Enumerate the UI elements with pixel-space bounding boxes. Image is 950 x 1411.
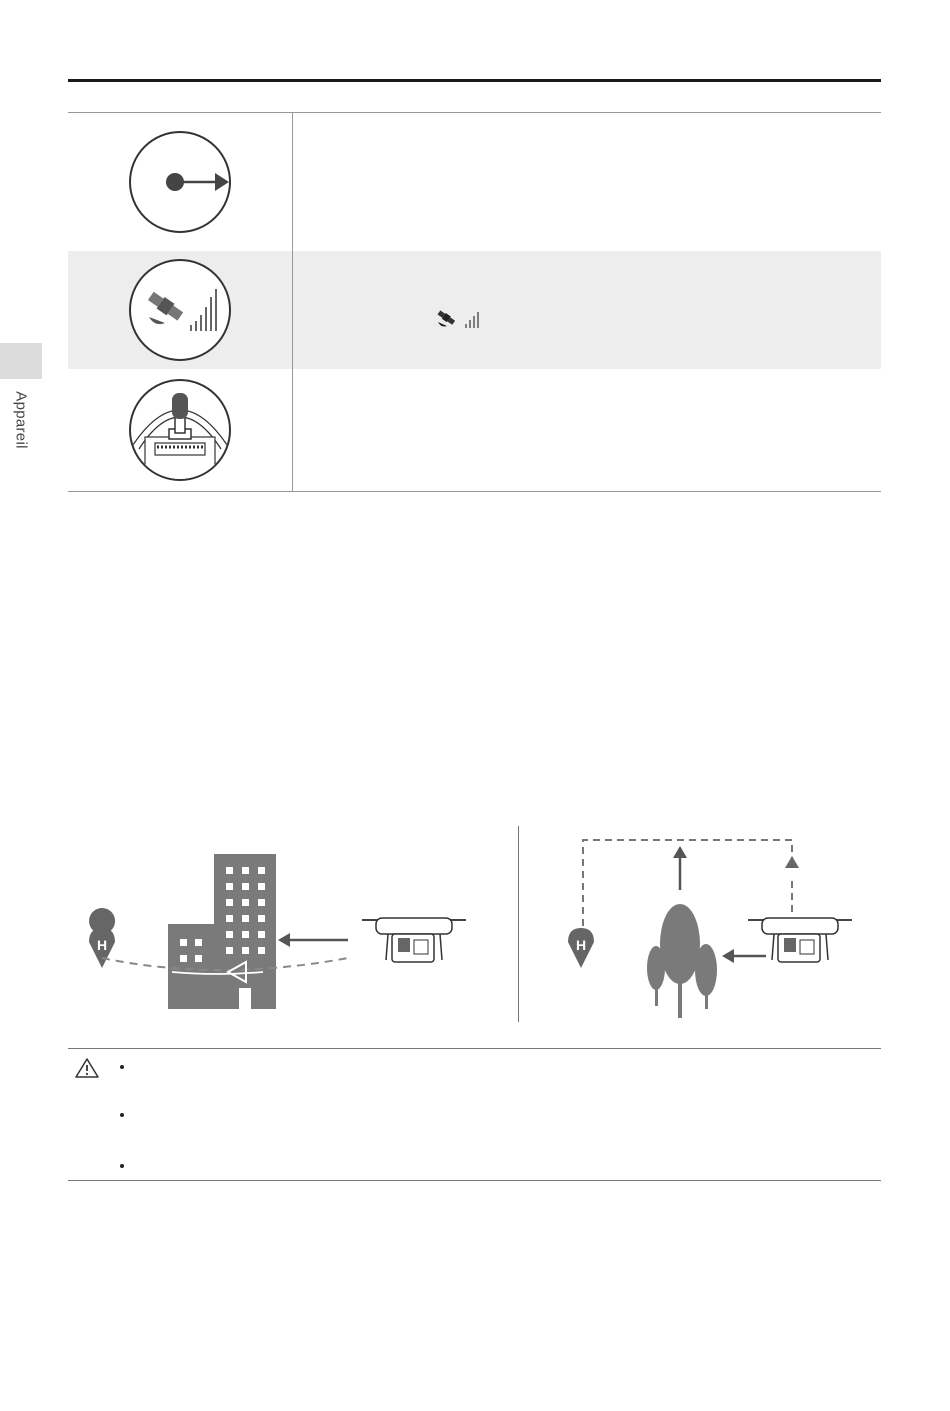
- bullet: [120, 1113, 124, 1117]
- svg-text:H: H: [575, 937, 587, 953]
- distance-arrow-icon: [125, 127, 235, 237]
- throttle-stick-icon: [125, 375, 235, 485]
- info-table: [68, 112, 881, 492]
- svg-text:H: H: [96, 937, 108, 953]
- icon-cell: [68, 369, 293, 491]
- text-cell: [293, 251, 881, 369]
- header-rule: [68, 79, 881, 82]
- text-cell: [293, 113, 881, 251]
- text-cell: [293, 369, 881, 491]
- warning-icon: [74, 1057, 100, 1079]
- trees-icon: [647, 904, 717, 1018]
- table-row: [68, 113, 881, 251]
- section-label: Appareil: [12, 391, 30, 449]
- table-row: [68, 251, 881, 369]
- gps-signal-icon: [125, 255, 235, 365]
- bullet: [120, 1065, 124, 1069]
- bullet: [120, 1164, 124, 1168]
- building-icon: [168, 854, 276, 1009]
- figure-divider: [518, 826, 519, 1022]
- icon-cell: [68, 251, 293, 369]
- aircraft-icon: [362, 918, 466, 962]
- obstacle-avoidance-figure: [68, 826, 881, 1026]
- icon-cell: [68, 113, 293, 251]
- gps-signal-icon: [436, 308, 488, 332]
- section-tab: [0, 343, 42, 379]
- table-row: [68, 369, 881, 491]
- warning-notes: [68, 1048, 881, 1181]
- home-point-icon: [568, 928, 594, 968]
